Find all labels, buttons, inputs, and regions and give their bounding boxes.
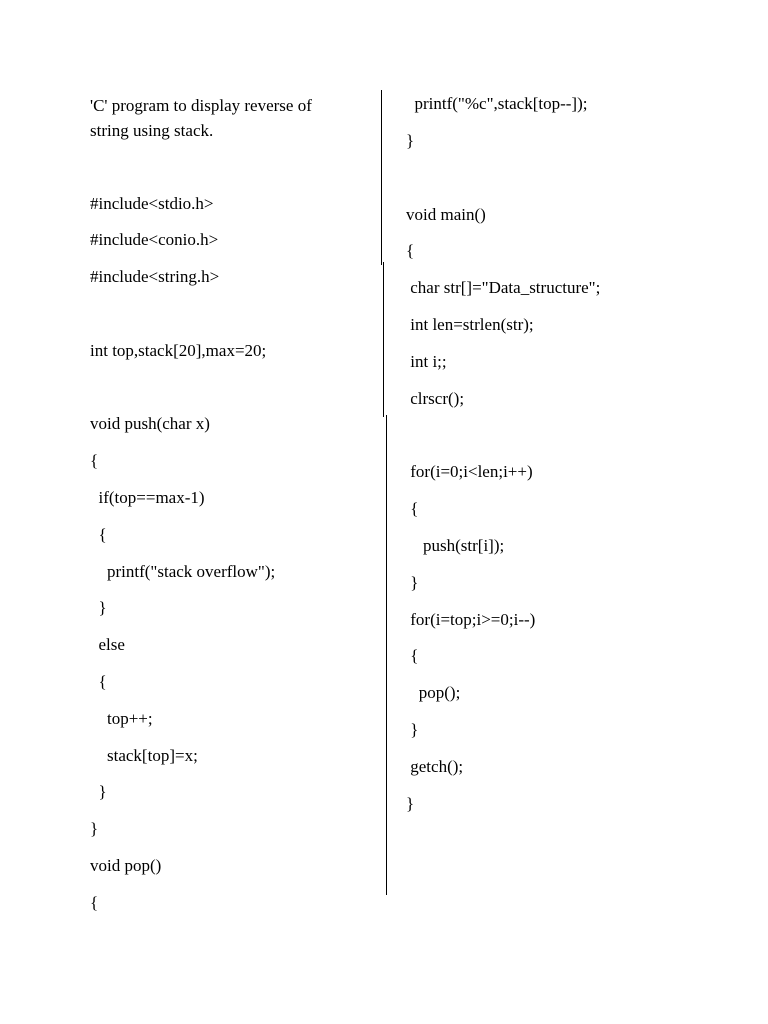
code-line: { — [90, 451, 99, 470]
code-line: push(str[i]); — [406, 536, 505, 555]
code-line: #include<stdio.h> — [90, 194, 214, 213]
code-line: } — [406, 794, 415, 813]
code-line: } — [406, 573, 419, 592]
column-divider-middle — [383, 262, 384, 417]
code-line: else — [90, 635, 125, 654]
code-line: void push(char x) — [90, 414, 210, 433]
code-line: } — [406, 131, 415, 150]
code-line: stack[top]=x; — [90, 746, 198, 765]
code-line: clrscr(); — [406, 389, 465, 408]
code-line: printf("stack overflow"); — [90, 562, 276, 581]
code-line: for(i=0;i<len;i++) — [406, 462, 533, 481]
code-line: char str[]="Data_structure"; — [406, 278, 601, 297]
code-line: #include<string.h> — [90, 267, 220, 286]
code-line: int len=strlen(str); — [406, 315, 534, 334]
code-line: } — [90, 782, 107, 801]
code-line: if(top==max-1) — [90, 488, 205, 507]
code-line: { — [406, 646, 419, 665]
column-divider-upper — [381, 90, 382, 265]
code-line: { — [406, 499, 419, 518]
code-line: int i;; — [406, 352, 447, 371]
code-line: } — [406, 720, 419, 739]
code-line: getch(); — [406, 757, 464, 776]
code-line: for(i=top;i>=0;i--) — [406, 610, 536, 629]
code-line: int top,stack[20],max=20; — [90, 341, 267, 360]
code-line: printf("%c",stack[top--]); — [406, 94, 588, 113]
document-title: 'C' program to display reverse of string using stack. — [90, 96, 312, 140]
code-line: } — [90, 819, 99, 838]
code-line: { — [90, 893, 99, 912]
column-divider-lower — [386, 415, 387, 895]
code-line: } — [90, 598, 107, 617]
code-line: { — [90, 525, 107, 544]
code-line: void main() — [406, 205, 486, 224]
code-line: { — [406, 241, 415, 260]
code-line: top++; — [90, 709, 153, 728]
code-line: void pop() — [90, 856, 162, 875]
code-line: { — [90, 672, 107, 691]
code-line: #include<conio.h> — [90, 230, 219, 249]
code-line: pop(); — [406, 683, 461, 702]
